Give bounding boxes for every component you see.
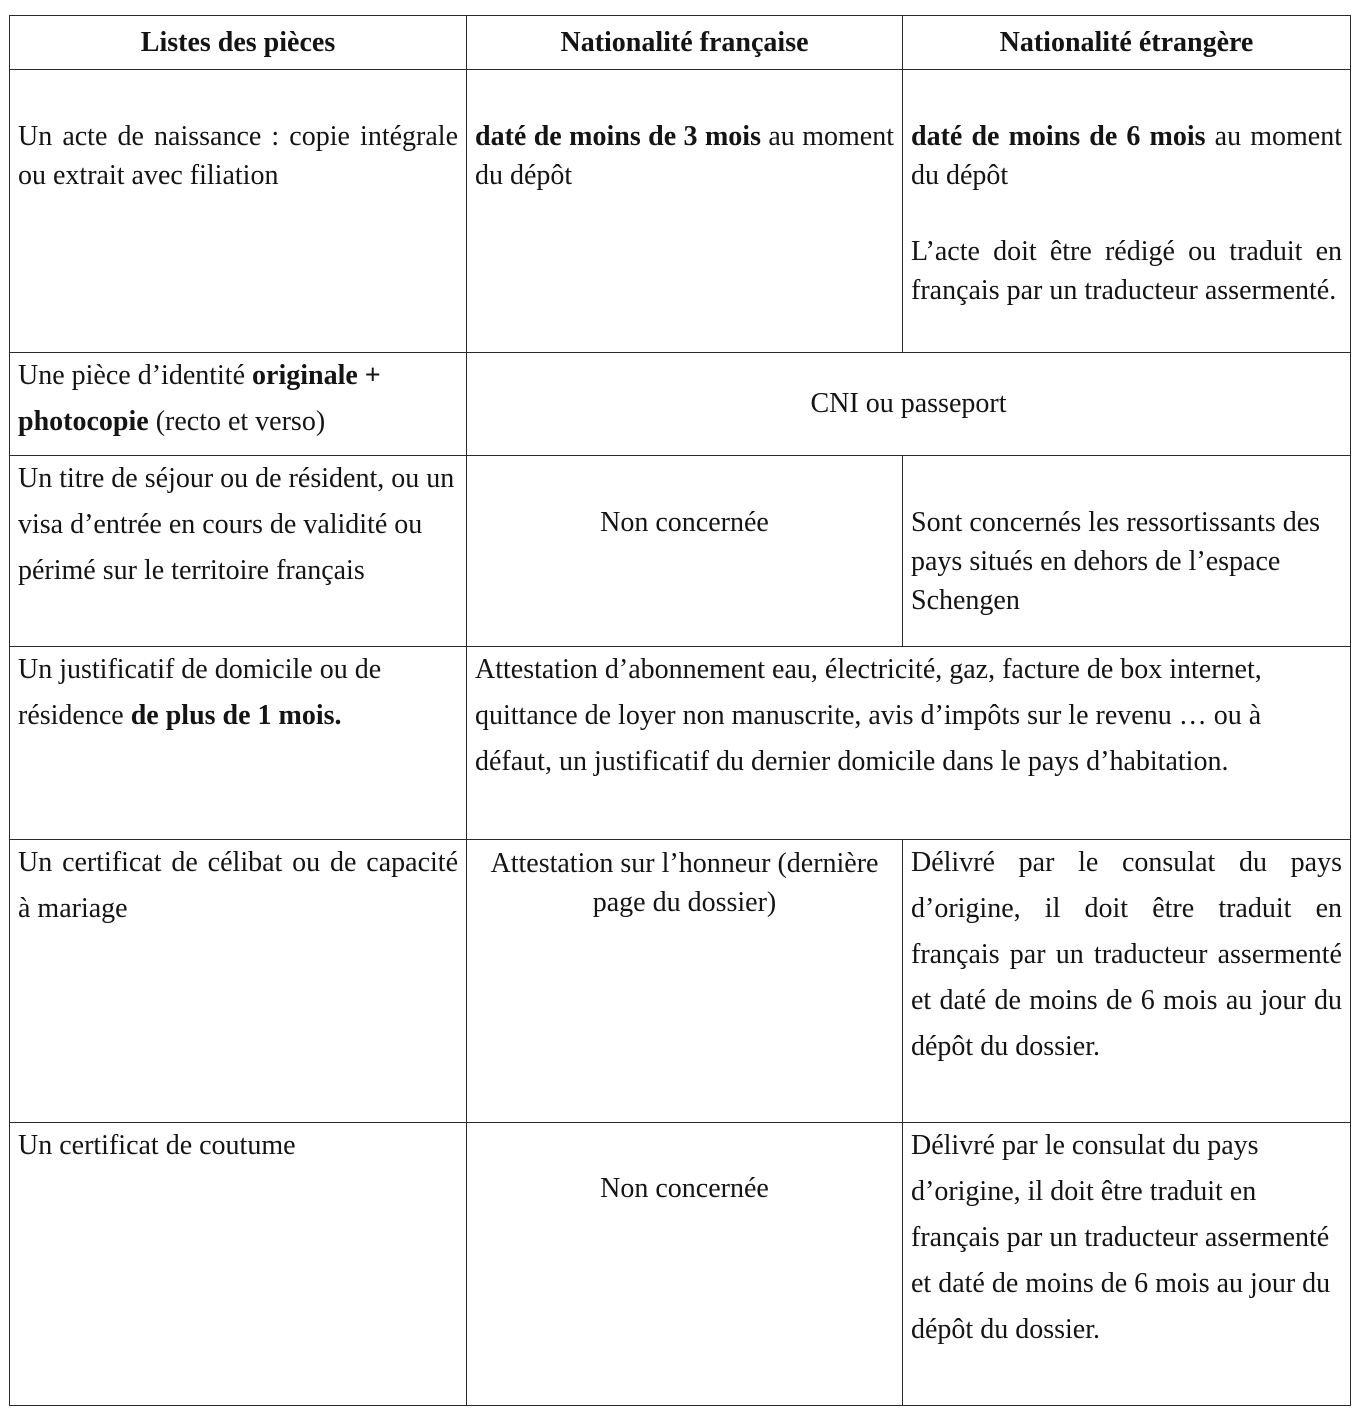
- cell-francaise: Attestation sur l’honneur (dernière page du dossier): [467, 840, 903, 1123]
- table-row: [10, 456, 1351, 647]
- header-row: [10, 16, 1351, 70]
- table-row: [10, 840, 1351, 1123]
- table-row: [10, 647, 1351, 840]
- table-row: [10, 1123, 1351, 1406]
- table-row: [10, 353, 1351, 456]
- bold-text: daté de moins de 3 mois: [475, 121, 761, 152]
- documents-table: [9, 15, 1351, 1406]
- cell-piece: Un acte de naissance : copie intégrale ou extrait avec filiation: [10, 70, 467, 353]
- cell-etrangere: Sont concernés les ressortissants des pays situés en dehors de l’espace Schengen: [903, 456, 1351, 647]
- cell-francaise: Non concernée: [467, 1123, 903, 1406]
- cell-piece: Un certificat de coutume: [10, 1123, 467, 1406]
- cell-etrangere: Délivré par le consulat du pays d’origine, il doit être traduit en français par un traducteur assermenté et daté de moins de 6 mois au jour du dépôt du dossier.: [903, 840, 1351, 1123]
- header-pieces: Listes des pièces: [10, 16, 467, 70]
- cell-francaise: Non concernée: [467, 456, 903, 647]
- cell-piece: Un titre de séjour ou de résident, ou un visa d’entrée en cours de validité ou périmé sur le territoire français: [10, 456, 467, 647]
- translation-note: L’acte doit être rédigé ou traduit en français par un traducteur assermenté.: [911, 236, 1342, 306]
- cell-etrangere: Délivré par le consulat du pays d’origine, il doit être traduit en français par un traducteur assermenté et daté de moins de 6 mois au jour du dépôt du dossier.: [903, 1123, 1351, 1406]
- header-nationalite-etrangere: Nationalité étrangère: [903, 16, 1351, 70]
- cell-both-nationalities: CNI ou passeport: [467, 353, 1351, 456]
- cell-piece: Un certificat de célibat ou de capacité à mariage: [10, 840, 467, 1123]
- header-nationalite-francaise: Nationalité française: [467, 16, 903, 70]
- cell-etrangere: daté de moins de 6 mois au moment du dépôt L’acte doit être rédigé ou traduit en français par un traducteur assermenté.: [903, 70, 1351, 353]
- cell-francaise: daté de moins de 3 mois au moment du dépôt: [467, 70, 903, 353]
- table-row: [10, 70, 1351, 353]
- cell-both-nationalities: Attestation d’abonnement eau, électricité, gaz, facture de box internet, quittance de loyer non manuscrite, avis d’impôts sur le revenu … ou à défaut, un justificatif du dernier domicile dans le pays d’habitation.: [467, 647, 1351, 840]
- cell-piece: Un justificatif de domicile ou de résidence de plus de 1 mois.: [10, 647, 467, 840]
- cell-piece: Une pièce d’identité originale + photocopie (recto et verso): [10, 353, 467, 456]
- bold-text: daté de moins de 6 mois: [911, 121, 1206, 152]
